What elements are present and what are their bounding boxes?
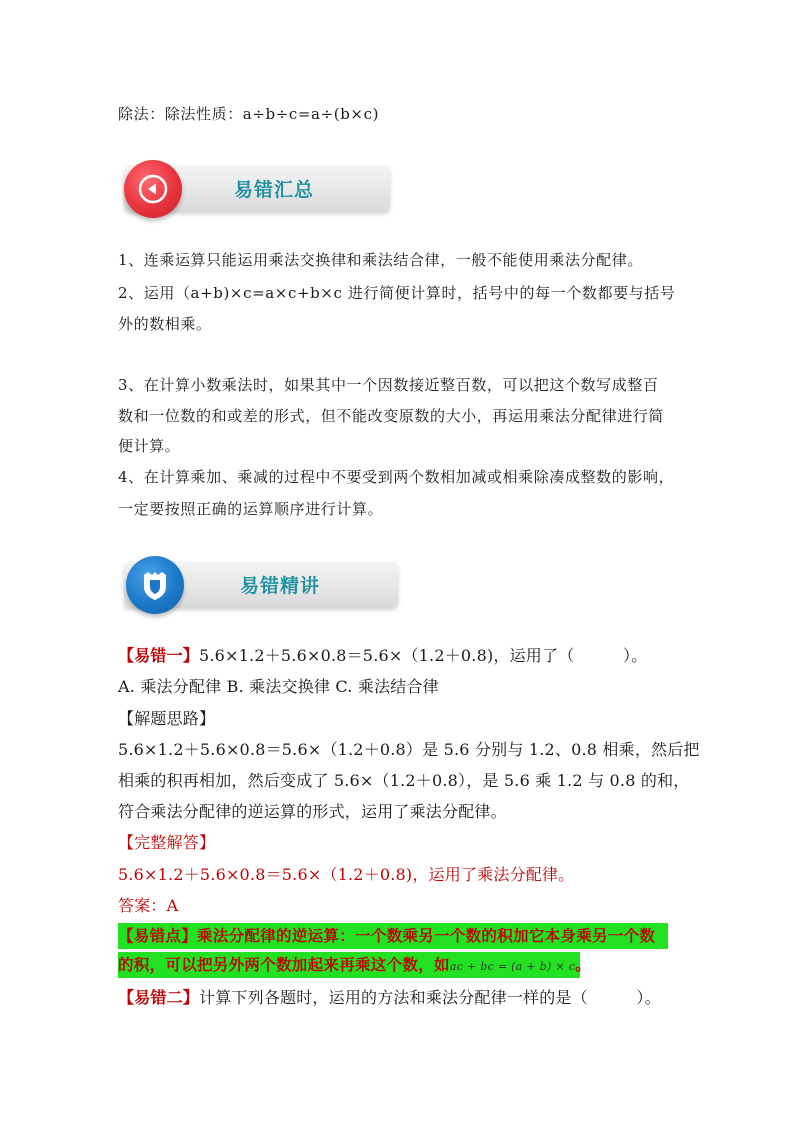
error-2-tag: 【易错二】 bbox=[118, 988, 200, 1007]
error-1-options: A. 乘法分配律 B. 乘法交换律 C. 乘法结合律 bbox=[118, 677, 439, 696]
tip-formula: ac + bc = (a + b) × c bbox=[449, 960, 576, 973]
section-title: 易错精讲 bbox=[240, 575, 321, 597]
thinking-line-2: 相乘的积再相加，然后变成了 5.6×（1.2＋0.8），是 5.6 乘 1.2 与 0.8 的和， bbox=[118, 771, 690, 790]
thinking-label: 【解题思路】 bbox=[118, 709, 216, 728]
error-2-question-text: 计算下列各题时，运用的方法和乘法分配律一样的是（ ）。 bbox=[199, 988, 661, 1007]
error-2-question bbox=[118, 985, 661, 1008]
answer-text: 5.6×1.2＋5.6×0.8＝5.6×（1.2＋0.8)，运用了乘法分配律。 bbox=[118, 865, 575, 884]
summary-item-4-line-2: 一定要按照正确的运算顺序进行计算。 bbox=[118, 500, 384, 518]
answer-label: 【完整解答】 bbox=[118, 833, 216, 852]
division-property-line: 除法：除法性质：a÷b÷c=a÷(b×c) bbox=[118, 105, 380, 123]
tip-line-2 bbox=[118, 952, 592, 978]
summary-item-2-line-1: 2、运用（a+b)×c=a×c+b×c 进行简便计算时，括号中的每一个数都要与括号 bbox=[118, 284, 676, 302]
summary-item-3-line-3: 便计算。 bbox=[118, 437, 181, 455]
thinking-line-3: 符合乘法分配律的逆运算的形式，运用了乘法分配律。 bbox=[118, 802, 507, 821]
tip-end: 。 bbox=[575, 956, 592, 974]
tip-line-1 bbox=[118, 923, 668, 949]
answer-key: 答案：A bbox=[118, 896, 179, 915]
tip-text-1: 乘法分配律的逆运算：一个数乘另一个数的积加它本身乘另一个数 bbox=[197, 927, 656, 945]
thinking-line-1: 5.6×1.2＋5.6×0.8＝5.6×（1.2＋0.8）是 5.6 分别与 1.2、0.8 相乘，然后把 bbox=[118, 740, 700, 759]
tip-text-2: 的积，可以把另外两个数加起来再乘这个数，如 bbox=[118, 956, 450, 974]
shield-icon bbox=[126, 556, 184, 614]
tip-tag: 【易错点】 bbox=[118, 927, 198, 945]
summary-item-3-line-1: 3、在计算小数乘法时，如果其中一个因数接近整百数，可以把这个数写成整百 bbox=[118, 376, 659, 394]
summary-item-1: 1、连乘运算只能运用乘法交换律和乘法结合律，一般不能使用乘法分配律。 bbox=[118, 251, 643, 269]
play-back-icon bbox=[124, 160, 182, 218]
error-1-question-text: 5.6×1.2＋5.6×0.8＝5.6×（1.2＋0.8)，运用了（ ）。 bbox=[199, 646, 648, 665]
section-title: 易错汇总 bbox=[234, 179, 315, 201]
summary-item-3-line-2: 数和一位数的和或差的形式，但不能改变原数的大小，再运用乘法分配律进行简 bbox=[118, 407, 665, 425]
error-1-tag: 【易错一】 bbox=[118, 646, 200, 665]
error-1-question bbox=[118, 643, 647, 666]
summary-item-2-line-2: 外的数相乘。 bbox=[118, 315, 212, 333]
summary-item-4-line-1: 4、在计算乘加、乘减的过程中不要受到两个数相加减或相乘除凑成整数的影响， bbox=[118, 468, 675, 486]
